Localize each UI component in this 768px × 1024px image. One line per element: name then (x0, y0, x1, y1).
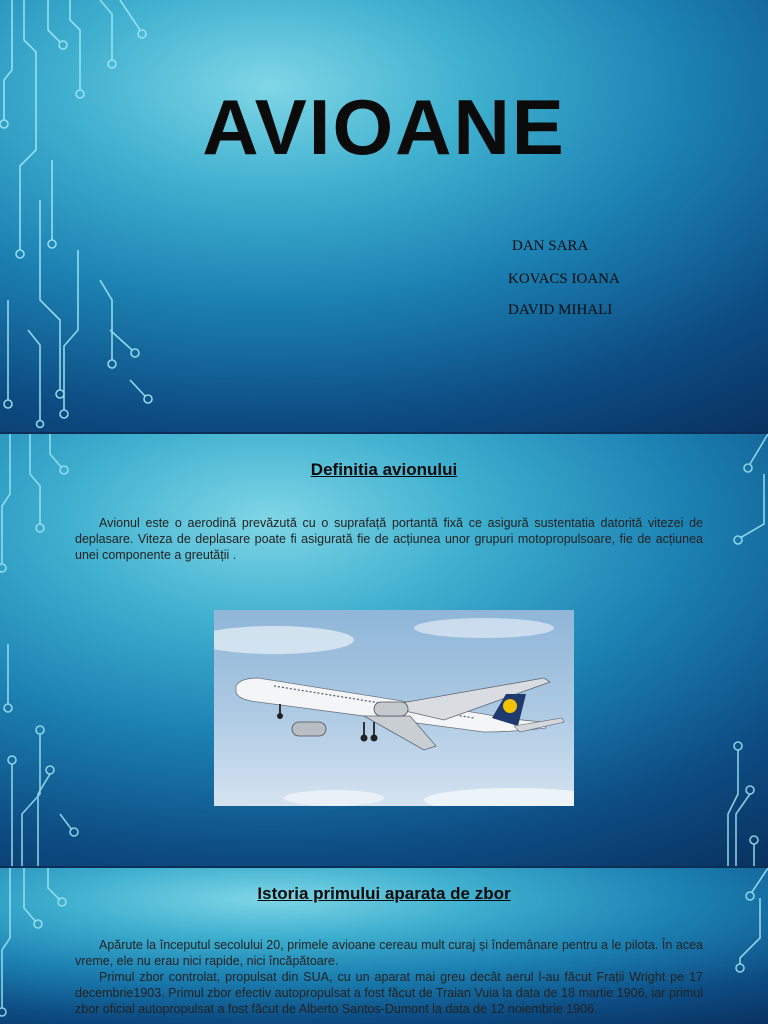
body-paragraph: Avionul este o aerodină prevăzută cu o suprafață portantă fixă ce asigură sustentatia datorită vitezei de deplasare. Viteza de deplasare poate fi asigurată fie de acțiunea unor grupuri motopropulsoare, fie de acțiunea unei componente a greutății . (75, 516, 703, 562)
author-name: KOVACS IOANA (508, 271, 620, 287)
body-paragraph: Primul zbor controlat, propulsat din SUA, cu un aparat mai greu decât aerul l-au făcut Frații Wright pe 17 decembrie1903. Primul zbor efectiv autopropulsat a fost făcut de Traian Vuia la data de 18 martie 1906, iar primul zbor oficial autopropulsat a fost făcut de Alberto Santos-Dumont la data de 12 noiembrie 1906. (75, 970, 703, 1016)
author-name: DAN SARA (512, 238, 589, 254)
airplane-photo (214, 610, 574, 806)
slide-heading: Istoria primului aparata de zbor (257, 884, 511, 903)
slide-title: AVIOANE (202, 83, 566, 171)
slide-heading: Definitia avionului (310, 460, 458, 479)
author-name: DAVID MIHALI (508, 302, 613, 318)
circuit-decoration-left (0, 0, 160, 432)
title-slide (0, 0, 768, 432)
definition-text (75, 515, 703, 563)
body-paragraph: Apărute la începutul secolului 20, primele avioane cereau mult curaj și îndemânare pentru a le pilota. În acea vreme, ele nu erau nici rapide, nici încăpătoare. (75, 938, 703, 968)
history-text (75, 937, 703, 1017)
circuit-decoration-left (0, 434, 90, 866)
definition-slide (0, 434, 768, 866)
circuit-decoration-right (708, 434, 768, 866)
airplane-image (214, 610, 574, 806)
history-slide (0, 868, 768, 1024)
